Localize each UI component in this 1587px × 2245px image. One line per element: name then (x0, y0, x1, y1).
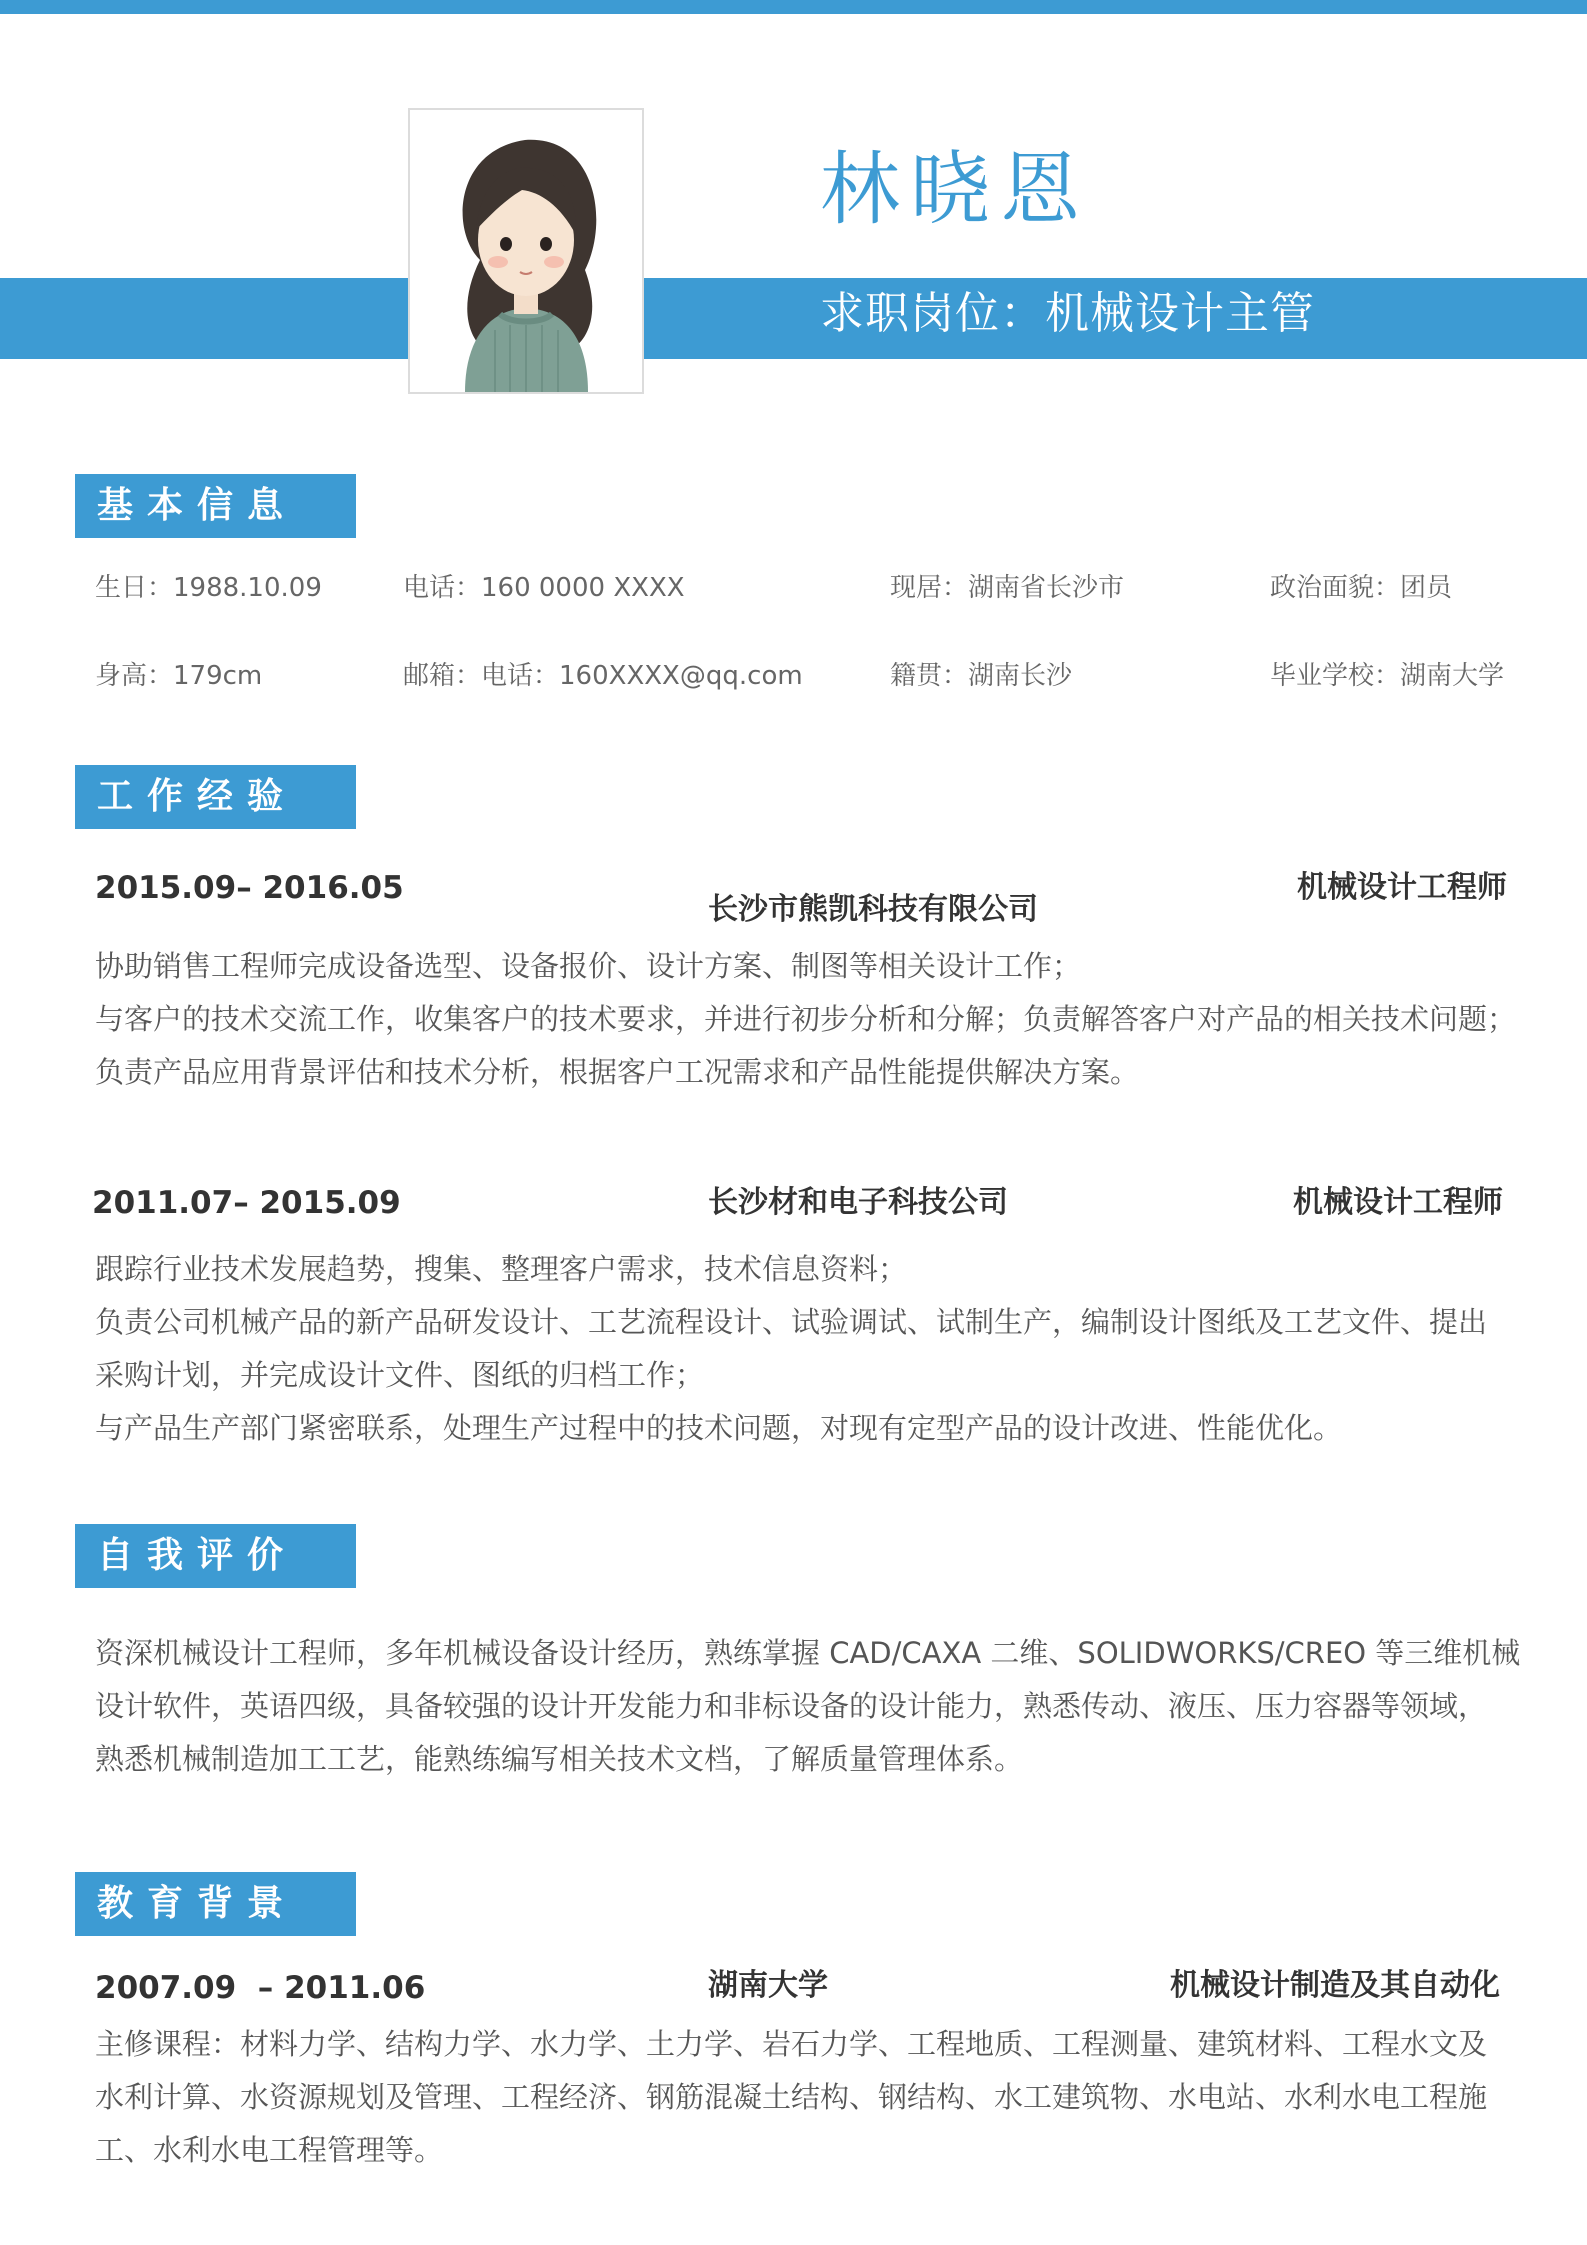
edu-description (95, 2018, 1515, 2177)
job-title: 求职岗位：机械设计主管 (820, 288, 1315, 339)
work-line: 协助销售工程师完成设备选型、设备报价、设计方案、制图等相关设计工作； (95, 949, 1082, 983)
work-description (95, 940, 1515, 1099)
section-work-heading: 工作经验 (75, 765, 356, 829)
edu-line: 主修课程：材料力学、结构力学、水力学、土力学、岩石力学、工程地质、工程测量、建筑材料、工程水文及 (95, 2027, 1488, 2061)
section-self-eval-heading: 自我评价 (75, 1524, 356, 1588)
self-eval-line: 资深机械设计工程师，多年机械设备设计经历，熟练掌握 CAD/CAXA 二维、SOLIDWORKS/CREO 等三维机械 (95, 1636, 1521, 1670)
self-eval-line: 设计软件，英语四级，具备较强的设计开发能力和非标设备的设计能力，熟悉传动、液压、压力容器等领域， (95, 1689, 1488, 1723)
avatar-illustration (410, 110, 642, 392)
info-birthday: 生日：1988.10.09 (95, 573, 322, 603)
work-line: 负责公司机械产品的新产品研发设计、工艺流程设计、试验调试、试制生产，编制设计图纸及工艺文件、提出 (95, 1305, 1488, 1339)
work-role: 机械设计工程师 (1297, 870, 1507, 905)
edu-school: 湖南大学 (708, 1968, 828, 2003)
section-basic-info-heading: 基本信息 (75, 474, 356, 538)
self-eval-text (95, 1627, 1521, 1786)
edu-date: 2007.09 – 2011.06 (95, 1970, 426, 2006)
work-line: 与产品生产部门紧密联系，处理生产过程中的技术问题，对现有定型产品的设计改进、性能优化。 (95, 1411, 1343, 1445)
edu-line: 水利计算、水资源规划及管理、工程经济、钢筋混凝土结构、钢结构、水工建筑物、水电站、水利水电工程施 (95, 2080, 1488, 2114)
work-description (95, 1243, 1515, 1455)
work-line: 与客户的技术交流工作，收集客户的技术要求，并进行初步分析和分解；负责解答客户对产品的相关技术问题； (95, 1002, 1517, 1036)
title-band (0, 278, 1587, 359)
info-political: 政治面貌：团员 (1270, 573, 1453, 603)
candidate-name: 林晓恩 (820, 143, 1090, 236)
section-education-heading: 教育背景 (75, 1872, 356, 1936)
work-date: 2011.07– 2015.09 (92, 1185, 401, 1221)
info-height: 身高：179cm (95, 661, 263, 691)
profile-photo (408, 108, 644, 394)
work-line: 采购计划，并完成设计文件、图纸的归档工作； (95, 1358, 705, 1392)
work-line: 跟踪行业技术发展趋势，搜集、整理客户需求，技术信息资料； (95, 1252, 908, 1286)
self-eval-line: 熟悉机械制造加工工艺，能熟练编写相关技术文档，了解质量管理体系。 (95, 1742, 1024, 1776)
work-line: 负责产品应用背景评估和技术分析，根据客户工况需求和产品性能提供解决方案。 (95, 1055, 1140, 1089)
info-phone: 电话：160 0000 XXXX (403, 573, 685, 603)
info-hometown: 籍贯：湖南长沙 (890, 661, 1073, 691)
work-date: 2015.09– 2016.05 (95, 870, 404, 906)
edu-line: 工、水利水电工程管理等。 (95, 2133, 444, 2167)
info-school: 毕业学校：湖南大学 (1270, 661, 1505, 691)
edu-major: 机械设计制造及其自动化 (1170, 1968, 1500, 2003)
info-residence: 现居：湖南省长沙市 (890, 573, 1125, 603)
work-company: 长沙材和电子科技公司 (708, 1185, 1008, 1220)
info-email: 邮箱：电话：160XXXX@qq.com (403, 661, 803, 691)
work-company: 长沙市熊凯科技有限公司 (708, 892, 1038, 927)
work-role: 机械设计工程师 (1293, 1185, 1503, 1220)
top-accent-bar (0, 0, 1587, 14)
